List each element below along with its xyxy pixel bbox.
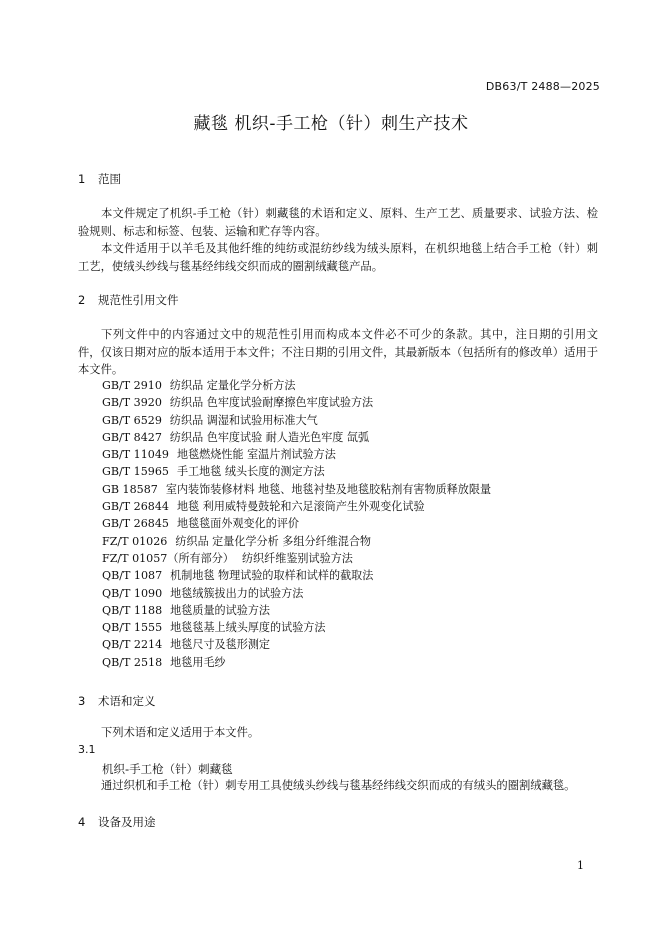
reference-item bbox=[102, 533, 491, 550]
reference-item bbox=[102, 412, 491, 429]
reference-title: 纺织品 定量化学分析方法 bbox=[169, 379, 296, 392]
standard-number: DB63/T 2488—2025 bbox=[485, 80, 600, 93]
reference-code: GB/T 26845 bbox=[102, 517, 169, 531]
reference-code: GB/T 6529 bbox=[102, 413, 162, 427]
reference-item bbox=[102, 429, 491, 446]
term-entry-definition: 通过织机和手工枪（针）刺专用工具使绒头纱线与毯基经纬线交织而成的有绒头的圈割绒藏毯。 bbox=[101, 779, 576, 792]
reference-item bbox=[102, 585, 491, 602]
section-1-title: 范围 bbox=[98, 172, 121, 186]
section-3-title: 术语和定义 bbox=[98, 694, 156, 708]
reference-title: 地毯 利用威特曼鼓轮和六足滚筒产生外观变化试验 bbox=[176, 500, 425, 514]
reference-title: 纺织品 色牢度试验耐摩擦色牢度试验方法 bbox=[169, 396, 374, 410]
section-2-title: 规范性引用文件 bbox=[98, 293, 179, 307]
reference-title: 纺织纤维鉴别试验方法 bbox=[241, 551, 353, 565]
reference-item bbox=[102, 463, 491, 480]
document-title: 藏毯 机织-手工枪（针）刺生产技术 bbox=[193, 114, 469, 134]
reference-title: 室内装饰装修材料 地毯、地毯衬垫及地毯胶粘剂有害物质释放限量 bbox=[165, 482, 492, 496]
scope-paragraph-2: 本文件适用于以羊毛及其他纤维的纯纺或混纺纱线为绒头原料，在机织地毯上结合手工枪（针）刺工艺，使绒头纱线与毯基经纬线交织而成的圈割绒藏毯产品。 bbox=[78, 242, 598, 273]
term-entry-number: 3.1 bbox=[78, 743, 96, 756]
section-3-heading bbox=[78, 693, 156, 709]
section-1-number: 1 bbox=[78, 172, 86, 186]
reference-title: 地毯尺寸及毯形测定 bbox=[170, 638, 271, 652]
reference-list bbox=[102, 377, 491, 671]
reference-code: GB/T 2910 bbox=[102, 379, 162, 392]
reference-item bbox=[102, 567, 491, 584]
section-4-number: 4 bbox=[78, 815, 86, 829]
reference-item bbox=[102, 446, 491, 463]
reference-code: QB/T 2518 bbox=[102, 655, 163, 669]
section-1-heading bbox=[78, 171, 121, 187]
term-entry-title: 机织-手工枪（针）刺藏毯 bbox=[102, 762, 233, 776]
reference-title: 地毯燃烧性能 室温片剂试验方法 bbox=[176, 448, 336, 462]
reference-item bbox=[102, 394, 491, 411]
reference-code: QB/T 1087 bbox=[102, 569, 163, 583]
reference-code: QB/T 1555 bbox=[102, 621, 163, 635]
reference-item bbox=[102, 619, 491, 636]
reference-item bbox=[102, 654, 491, 671]
page-number: 1 bbox=[577, 859, 584, 872]
reference-item bbox=[102, 636, 491, 653]
reference-code: GB/T 15965 bbox=[102, 465, 169, 479]
terms-intro: 下列术语和定义适用于本文件。 bbox=[101, 726, 260, 739]
reference-title: 地毯毯基上绒头厚度的试验方法 bbox=[170, 621, 326, 635]
reference-title: 纺织品 调湿和试验用标准大气 bbox=[169, 413, 318, 427]
section-4-title: 设备及用途 bbox=[98, 815, 156, 829]
reference-title: 手工地毯 绒头长度的测定方法 bbox=[176, 465, 325, 479]
section-2-number: 2 bbox=[78, 293, 86, 307]
section-2-heading bbox=[78, 292, 179, 308]
reference-item bbox=[102, 602, 491, 619]
reference-title: 地毯用毛纱 bbox=[170, 655, 226, 669]
reference-code: QB/T 1188 bbox=[102, 603, 163, 617]
reference-code: FZ/T 01026 bbox=[102, 534, 168, 548]
reference-title: 机制地毯 物理试验的取样和试样的截取法 bbox=[170, 569, 374, 583]
reference-item bbox=[102, 498, 491, 515]
reference-code: GB/T 8427 bbox=[102, 430, 162, 444]
reference-code: GB 18587 bbox=[102, 482, 158, 496]
reference-code: GB/T 3920 bbox=[102, 396, 162, 410]
reference-item bbox=[102, 515, 491, 532]
section-3-number: 3 bbox=[78, 694, 86, 708]
reference-title: 纺织品 色牢度试验 耐人造光色牢度 氙弧 bbox=[169, 430, 370, 444]
reference-item bbox=[102, 550, 491, 567]
scope-paragraph-1: 本文件规定了机织-手工枪（针）刺藏毯的术语和定义、原料、生产工艺、质量要求、试验方法、检验规则、标志和标签、包装、运输和贮存等内容。 bbox=[78, 207, 598, 238]
reference-code: GB/T 11049 bbox=[102, 448, 169, 462]
reference-title: 纺织品 定量化学分析 多组分纤维混合物 bbox=[175, 534, 372, 548]
reference-item bbox=[102, 481, 491, 498]
reference-code: FZ/T 01057（所有部分） bbox=[102, 551, 234, 565]
reference-code: GB/T 26844 bbox=[102, 500, 169, 514]
reference-code: QB/T 1090 bbox=[102, 586, 163, 600]
reference-title: 地毯毯面外观变化的评价 bbox=[176, 517, 300, 531]
reference-item bbox=[102, 377, 491, 394]
reference-title: 地毯绒簇拔出力的试验方法 bbox=[170, 586, 304, 600]
reference-title: 地毯质量的试验方法 bbox=[170, 603, 271, 617]
normative-refs-intro: 下列文件中的内容通过文中的规范性引用而构成本文件必不可少的条款。其中，注日期的引用文件，仅该日期对应的版本适用于本文件；不注日期的引用文件，其最新版本（包括所有的修改单）适用于本文件。 bbox=[78, 328, 598, 376]
section-4-heading bbox=[78, 814, 156, 830]
reference-code: QB/T 2214 bbox=[102, 638, 163, 652]
